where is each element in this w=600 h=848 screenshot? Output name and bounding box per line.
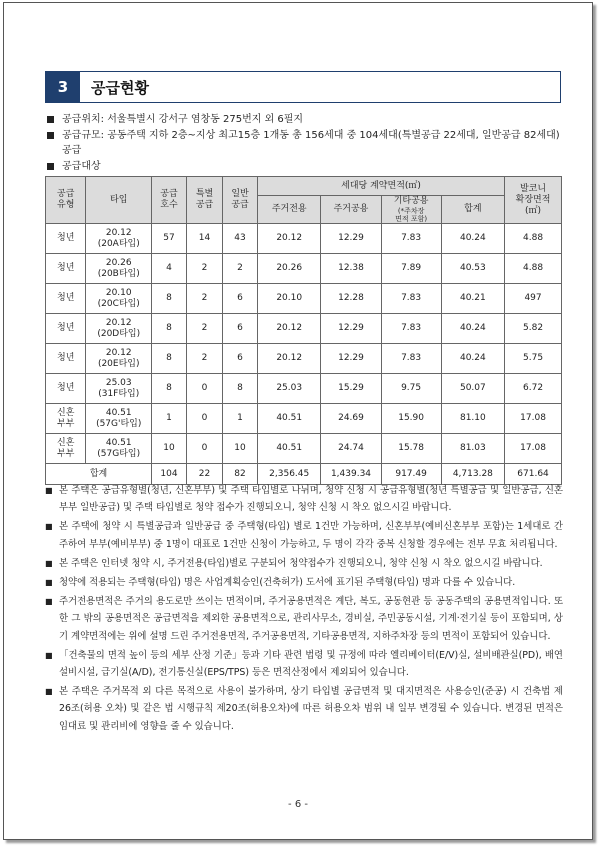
table-cell: 4.88 bbox=[505, 254, 562, 284]
table-cell: 8 bbox=[152, 344, 187, 374]
table-cell: 20.12 (20A타입) bbox=[86, 224, 152, 254]
total-cell: 2,356.45 bbox=[258, 464, 321, 485]
table-cell: 25.03 bbox=[258, 374, 321, 404]
table-cell: 청년 bbox=[46, 374, 86, 404]
header-unit-type: 타입 bbox=[86, 177, 152, 224]
note-item bbox=[45, 647, 563, 681]
info-text: 공급대상 bbox=[62, 160, 101, 172]
total-cell: 4,713.28 bbox=[441, 464, 504, 485]
table-cell: 40.24 bbox=[441, 224, 504, 254]
table-cell: 6 bbox=[223, 344, 258, 374]
total-cell: 917.49 bbox=[381, 464, 441, 485]
table-cell: 20.10 bbox=[258, 284, 321, 314]
header-other-shared: 기타공용 (*주차장 면적 포함) bbox=[381, 196, 441, 224]
info-text: 공급규모: 공동주택 지하 2층~지상 최고15층 1개동 총 156세대 중 104세대(특별공급 22세대, 일반공급 82세대) 공급 bbox=[62, 129, 560, 156]
table-row bbox=[46, 224, 562, 254]
header-supply-count: 공급 호수 bbox=[152, 177, 187, 224]
info-item bbox=[45, 128, 563, 159]
info-item bbox=[45, 159, 563, 175]
note-text: 본 주택은 인터넷 청약 시, 주거전용(타입)별로 구분되어 청약접수가 진행되오니, 청약 신청 시 착오 없으시길 바랍니다. bbox=[59, 557, 543, 569]
table-cell: 15.78 bbox=[381, 434, 441, 464]
table-cell: 10 bbox=[152, 434, 187, 464]
square-bullet-icon: ■ bbox=[45, 578, 53, 588]
table-cell: 20.26 (20B타입) bbox=[86, 254, 152, 284]
note-text: 청약에 적용되는 주택형(타입) 명은 사업계획승인(건축허가) 도서에 표기된 주택형(타입) 명과 다를 수 있습니다. bbox=[59, 577, 516, 589]
table-cell: 20.10 (20C타입) bbox=[86, 284, 152, 314]
table-cell: 12.29 bbox=[321, 224, 381, 254]
table-cell: 청년 bbox=[46, 224, 86, 254]
table-cell: 12.28 bbox=[321, 284, 381, 314]
table-cell: 57 bbox=[152, 224, 187, 254]
table-cell: 10 bbox=[223, 434, 258, 464]
table-cell: 9.75 bbox=[381, 374, 441, 404]
info-text: 공급위치: 서울특별시 강서구 염창동 275번지 외 6필지 bbox=[62, 114, 304, 125]
note-item bbox=[45, 555, 563, 572]
table-cell: 7.89 bbox=[381, 254, 441, 284]
note-text: 본 주택에 청약 시 특별공급과 일반공급 중 주택형(타입) 별로 1건만 가능하며, 신혼부부(예비신혼부부 포함)는 1세대로 간주하여 부부(예비부부) 중 1명이 대표로 1건만 신청이 가능하고, 두 명이 각각 중복 신청할 경우에는 전부 무효 처리됩니다. bbox=[59, 521, 563, 550]
section-header bbox=[45, 71, 561, 103]
total-cell: 22 bbox=[186, 464, 222, 485]
table-row bbox=[46, 374, 562, 404]
table-cell: 17.08 bbox=[505, 404, 562, 434]
total-cell: 104 bbox=[152, 464, 187, 485]
header-area-group: 세대당 계약면적(㎡) bbox=[258, 177, 505, 196]
header-type: 공급 유형 bbox=[46, 177, 86, 224]
table-cell: 청년 bbox=[46, 314, 86, 344]
table-cell: 5.75 bbox=[505, 344, 562, 374]
table-cell: 12.38 bbox=[321, 254, 381, 284]
square-bullet-icon: ■ bbox=[45, 558, 53, 568]
table-cell: 24.69 bbox=[321, 404, 381, 434]
table-cell: 25.03 (31F타입) bbox=[86, 374, 152, 404]
section-number: 3 bbox=[46, 72, 80, 102]
table-cell: 신혼 부부 bbox=[46, 404, 86, 434]
table-row bbox=[46, 314, 562, 344]
table-cell: 20.12 bbox=[258, 314, 321, 344]
header-exclusive: 주거전용 bbox=[258, 196, 321, 224]
table-cell: 2 bbox=[186, 254, 222, 284]
note-item bbox=[45, 574, 563, 591]
table-cell: 40.51 bbox=[258, 404, 321, 434]
table-cell: 20.12 (20E타입) bbox=[86, 344, 152, 374]
square-bullet-icon: ■ bbox=[45, 597, 53, 607]
table-row bbox=[46, 434, 562, 464]
table-row bbox=[46, 404, 562, 434]
table-cell: 2 bbox=[223, 254, 258, 284]
table-cell: 2 bbox=[186, 344, 222, 374]
table-cell: 7.83 bbox=[381, 344, 441, 374]
note-item bbox=[45, 683, 563, 735]
header-shared: 주거공용 bbox=[321, 196, 381, 224]
note-item bbox=[45, 593, 563, 645]
table-cell: 15.90 bbox=[381, 404, 441, 434]
square-bullet-icon bbox=[47, 163, 54, 170]
table-cell: 청년 bbox=[46, 344, 86, 374]
table-cell: 4 bbox=[152, 254, 187, 284]
table-cell: 50.07 bbox=[441, 374, 504, 404]
square-bullet-icon: ■ bbox=[45, 687, 53, 697]
table-cell: 40.51 bbox=[258, 434, 321, 464]
total-label: 합계 bbox=[46, 464, 152, 485]
table-row bbox=[46, 254, 562, 284]
notes-list bbox=[45, 482, 563, 737]
note-text: 「건축물의 면적 높이 등의 세부 산정 기준」등과 기타 관련 법령 및 규정에 따라 엘리베이터(E/V)실, 설비배관실(PD), 배연설비시설, 급기실(A/D), 전기통신실(EPS/TPS) 등은 면적산정에서 제외되어 있습니다. bbox=[59, 649, 563, 679]
note-text: 주거전용면적은 주거의 용도로만 쓰이는 면적이며, 주거공용면적은 계단, 복도, 공동현관 등 공동주택의 공용면적입니다. 또한 그 밖의 공용면적은 공급면적을 제외한 공용면적으로, 관리사무소, 경비실, 주민공동시설, 기계·전기실 등이 포함되며, 상기 계약면적에는 위에 설명 드린 주거전용면적, 주거공용면적, 기타공용면적, 지하주차장 등의 면적이 포함되어 있습니다. bbox=[59, 596, 563, 642]
table-cell: 4.88 bbox=[505, 224, 562, 254]
table-cell: 40.24 bbox=[441, 344, 504, 374]
table-cell: 1 bbox=[152, 404, 187, 434]
table-cell: 8 bbox=[152, 314, 187, 344]
info-item bbox=[45, 112, 563, 128]
table-cell: 0 bbox=[186, 374, 222, 404]
table-cell: 497 bbox=[505, 284, 562, 314]
table-cell: 0 bbox=[186, 404, 222, 434]
note-item bbox=[45, 518, 563, 552]
square-bullet-icon bbox=[47, 132, 54, 139]
table-cell: 12.29 bbox=[321, 314, 381, 344]
header-other-shared-note: (*주차장 면적 포함) bbox=[395, 207, 428, 223]
square-bullet-icon bbox=[47, 116, 54, 123]
note-text: 본 주택은 공급유형별(청년, 신혼부부) 및 주택 타입별로 나뉘며, 청약 신청 시 공급유형별(청년 특별공급 및 일반공급, 신혼부부 일반공급) 및 주택 타입별로 청약 접수가 진행되오니, 청약 신청 시 착오 없으시길 바랍니다. bbox=[59, 485, 563, 514]
table-cell: 40.51 (57G'타입) bbox=[86, 404, 152, 434]
note-text: 본 주택은 주거목적 외 다른 목적으로 사용이 불가하며, 상기 타입별 공급면적 및 대지면적은 사용승인(준공) 시 건축법 제26조(허용 오차) 및 같은 법 시행규칙 제20조(허용오차)에 따른 허용오차 범위 내 일부 변경될 수 있습니다. 변경된 면적은 임대료 및 관리비에 영향을 줄 수 있습니다. bbox=[59, 686, 563, 732]
table-row bbox=[46, 344, 562, 374]
header-general: 일반 공급 bbox=[223, 177, 258, 224]
table-cell: 신혼 부부 bbox=[46, 434, 86, 464]
table-cell: 2 bbox=[186, 284, 222, 314]
table-cell: 20.12 (20D타입) bbox=[86, 314, 152, 344]
table-cell: 8 bbox=[152, 284, 187, 314]
table-cell: 14 bbox=[186, 224, 222, 254]
table-cell: 20.26 bbox=[258, 254, 321, 284]
table-cell: 2 bbox=[186, 314, 222, 344]
table-cell: 43 bbox=[223, 224, 258, 254]
table-cell: 15.29 bbox=[321, 374, 381, 404]
table-cell: 40.21 bbox=[441, 284, 504, 314]
total-cell: 1,439.34 bbox=[321, 464, 381, 485]
square-bullet-icon: ■ bbox=[45, 522, 53, 532]
page-number: - 6 - bbox=[288, 799, 308, 810]
table-cell: 7.83 bbox=[381, 314, 441, 344]
table-cell: 7.83 bbox=[381, 284, 441, 314]
table-cell: 40.51 (57G타입) bbox=[86, 434, 152, 464]
table-cell: 20.12 bbox=[258, 224, 321, 254]
table-cell: 40.24 bbox=[441, 314, 504, 344]
section-title: 공급현황 bbox=[91, 78, 149, 97]
table-cell: 6.72 bbox=[505, 374, 562, 404]
table-cell: 8 bbox=[223, 374, 258, 404]
header-balcony: 발코니 확장면적 (㎡) bbox=[505, 177, 562, 224]
table-cell: 20.12 bbox=[258, 344, 321, 374]
table-cell: 40.53 bbox=[441, 254, 504, 284]
header-special: 특별 공급 bbox=[186, 177, 222, 224]
table-cell: 6 bbox=[223, 314, 258, 344]
table-row bbox=[46, 284, 562, 314]
table-cell: 8 bbox=[152, 374, 187, 404]
table-cell: 6 bbox=[223, 284, 258, 314]
table-cell: 17.08 bbox=[505, 434, 562, 464]
document-page bbox=[3, 2, 593, 840]
note-item bbox=[45, 482, 563, 516]
table-cell: 1 bbox=[223, 404, 258, 434]
table-cell: 5.82 bbox=[505, 314, 562, 344]
header-sum: 합계 bbox=[441, 196, 504, 224]
table-cell: 24.74 bbox=[321, 434, 381, 464]
table-cell: 청년 bbox=[46, 284, 86, 314]
square-bullet-icon: ■ bbox=[45, 486, 53, 495]
table-cell: 12.29 bbox=[321, 344, 381, 374]
table-cell: 81.03 bbox=[441, 434, 504, 464]
table-cell: 7.83 bbox=[381, 224, 441, 254]
supply-info bbox=[45, 112, 563, 174]
table-cell: 청년 bbox=[46, 254, 86, 284]
total-cell: 671.64 bbox=[505, 464, 562, 485]
table-cell: 0 bbox=[186, 434, 222, 464]
total-cell: 82 bbox=[223, 464, 258, 485]
square-bullet-icon: ■ bbox=[45, 650, 53, 660]
table-cell: 81.10 bbox=[441, 404, 504, 434]
supply-table bbox=[45, 176, 562, 485]
